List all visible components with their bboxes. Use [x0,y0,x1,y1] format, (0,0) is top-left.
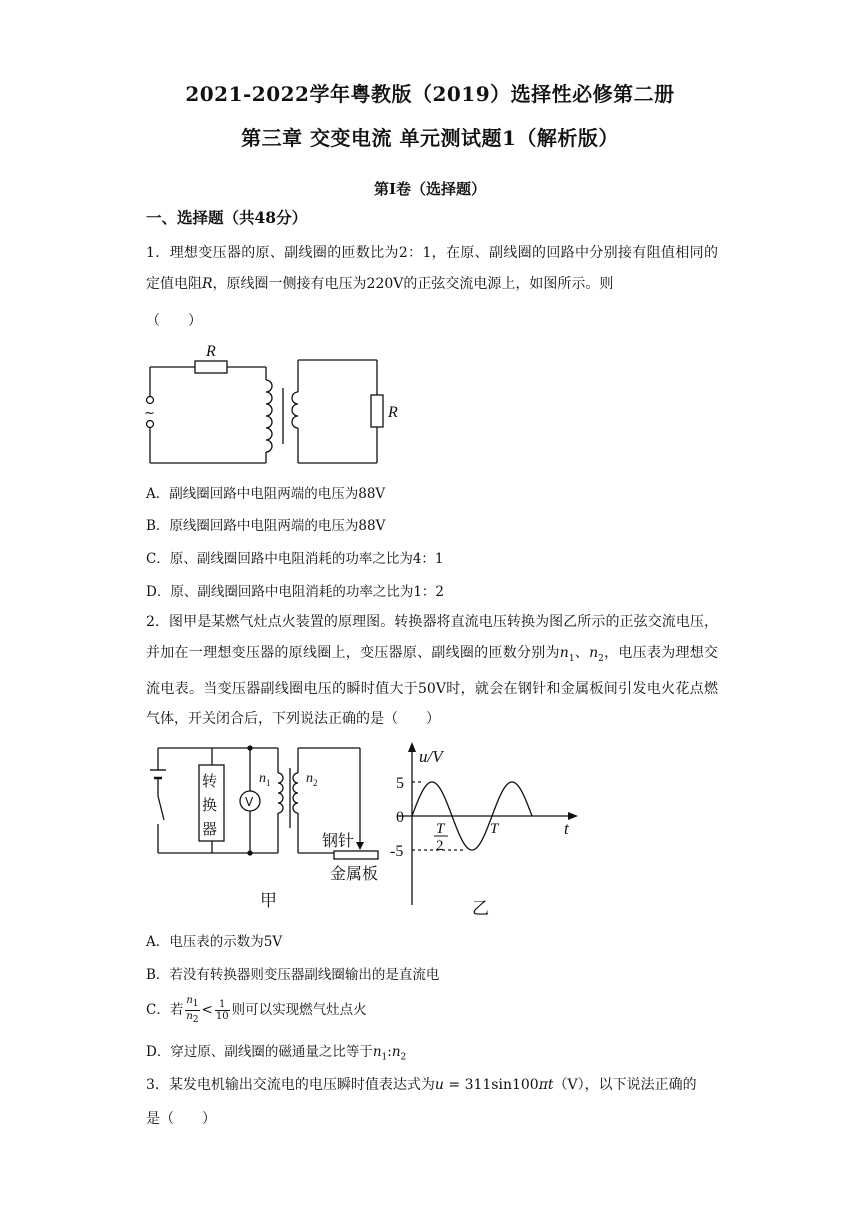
q1-stem-var: R [202,275,213,292]
yi-ylabel: u/V [419,747,443,766]
label-resistor-right: R [388,404,398,421]
q2-c-suffix: 则可以实现燃气灶点火 [231,1002,367,1018]
q2-n1-sub: 1 [568,653,575,664]
q1-circuit-figure [140,340,400,470]
section-heading: 一、选择题（共48分） [146,208,308,227]
needle-label: 钢针 [322,831,355,850]
q1-option-d[interactable]: D．原、副线圈回路中电阻消耗的功率之比为1：2 [146,584,445,600]
q2-figure-jia [146,738,396,918]
yi-tick-pos: 5 [396,775,404,792]
metal-plate [334,851,378,859]
source-terminal-top [147,397,154,404]
q2-n2: n [589,644,599,661]
q2-c-rden: 10 [215,1011,229,1022]
q3-u-var: u [434,1077,444,1093]
q2-n1: n [559,644,569,661]
q3-stem-text-a: 3．某发电机输出交流电的电压瞬时值表达式为 [146,1077,435,1093]
q1-stem-text-b: ，原线圈一侧接有电压为220V的正弦交流电源上，如图所示。则 [212,275,614,292]
q2-option-c[interactable] [146,995,367,1026]
ac-source-symbol: ~ [144,406,155,421]
plate-label: 金属板 [330,864,379,883]
q3-unit: （V），以下说法正确的 [553,1077,697,1093]
q2-c-lt: < [201,1002,213,1018]
q3-t-var: t [547,1077,554,1093]
q1-option-a[interactable]: A．副线圈回路中电阻两端的电压为88V [146,486,386,502]
secondary-resistor [371,395,383,427]
yi-tick-neg: -5 [390,843,404,860]
q2-c-one-tenth [215,999,230,1022]
yi-half-period-den: 2 [436,838,444,854]
jia-n2-label: n [306,771,313,786]
yi-half-period-num: T [436,821,445,837]
q2-c-rnum: 1 [215,999,230,1011]
yi-period: T [490,821,499,837]
q2-c-ratio-fraction [185,995,199,1026]
label-resistor-top: R [206,343,216,360]
q2-c-prefix: C．若 [146,1002,184,1018]
q1-option-b[interactable]: B．原线圈回路中电阻两端的电压为88V [146,518,386,534]
q3-stem-line2: 是（ ） [146,1111,216,1127]
primary-resistor [195,361,227,373]
figure-yi-caption: 乙 [472,899,489,919]
q3-pi: π [538,1077,548,1093]
yi-tick-zero: 0 [396,809,404,826]
q2-c-num-sub: 1 [192,999,199,1009]
q2-d-n2: n [391,1044,401,1060]
q2-stem-text-a: 2．图甲是某燃气灶点火装置的原理图。转换器将直流电压转换为图乙所示的正弦交流电压，并加在一理想变压器的原线圈上，变压器原、副线圈的匝数分别为 [146,614,718,661]
q2-d-n1: n [372,1044,382,1060]
switch [158,796,164,820]
q2-c-num: n [186,995,193,1006]
q2-n2-sub: 2 [598,653,604,664]
volume-heading: 第Ⅰ卷（选择题） [373,180,487,198]
jia-n1-label: n [259,771,266,786]
q2-option-b[interactable]: B．若没有转换器则变压器副线圈输出的是直流电 [146,967,440,983]
jia-secondary-coil [293,773,298,813]
q2-option-d[interactable] [146,1040,406,1063]
q2-stem-text-b: ，电压表为理想交流电表。当变压器副线圈电压的瞬时值大于50V时，就会在钢针和金属板间引发电火花点燃气体，开关闭合后，下列说法正确的是（ ） [146,644,719,728]
q2-c-den: n [186,1011,193,1022]
q2-d-colon: : [387,1044,392,1060]
secondary-coil [292,392,298,428]
q2-c-den-sub: 2 [192,1015,199,1025]
q2-figure-yi [388,740,588,920]
q2-sep: 、 [574,644,590,661]
source-terminal-bottom [147,421,154,428]
converter-label-3: 器 [202,820,218,838]
yi-xlabel: t [564,819,569,838]
q3-stem-line1 [146,1074,697,1094]
q1-blank: （ ） [146,313,202,329]
q1-stem [146,238,718,299]
jia-n2-sub: 2 [313,778,318,788]
q2-d-prefix: D．穿过原、副线圈的磁通量之比等于 [146,1044,373,1060]
converter-label-1: 转 [202,772,218,790]
document-title-line1: 2021-2022学年粤教版（2019）选择性必修第二册 [185,82,675,106]
q1-stem-text-a: 1．理想变压器的原、副线圈的匝数比为2：1，在原、副线圈的回路中分别接有阻值相同的定值电阻 [146,245,718,292]
q2-stem [146,607,718,735]
figure-jia-caption: 甲 [260,891,277,911]
converter-label-2: 换 [202,796,218,814]
q3-eq: = 311sin100 [443,1077,539,1093]
voltmeter-label: V [245,795,254,809]
primary-coil [266,380,272,452]
q2-d-n1-sub: 1 [381,1052,388,1063]
q2-option-a[interactable]: A．电压表的示数为5V [146,934,283,950]
document-title-line2: 第三章 交变电流 单元测试题1（解析版） [241,126,619,150]
jia-n1-sub: 1 [266,778,271,788]
q2-d-n2-sub: 2 [400,1052,407,1063]
jia-primary-coil [278,773,283,813]
q1-option-c[interactable]: C．原、副线圈回路中电阻消耗的功率之比为4：1 [146,551,444,567]
